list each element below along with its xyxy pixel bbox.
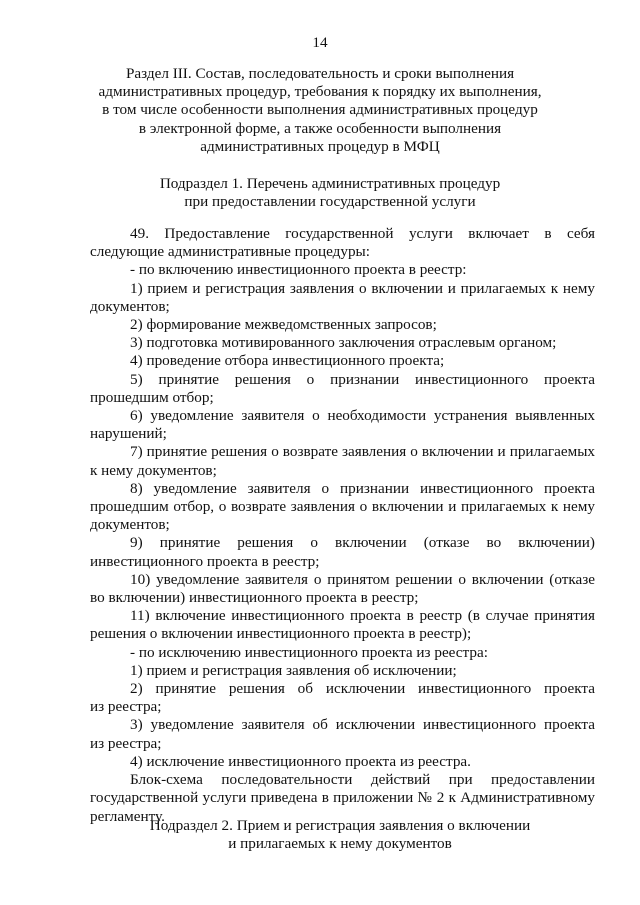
paragraph-line: следующие административные процедуры:	[90, 243, 370, 261]
list-item	[90, 753, 595, 771]
paragraph-line: регламенту.	[90, 807, 165, 825]
exclusion-header	[90, 644, 595, 662]
list-item	[90, 480, 595, 535]
subsection2-heading	[40, 817, 640, 853]
list-item	[90, 316, 595, 334]
list-item	[90, 716, 595, 752]
section-heading-line: в электронной форме, а также особенности выполнения	[138, 119, 502, 137]
paragraph-line: 11) включение инвестиционного проекта в реестр (в случае принятия	[130, 607, 595, 625]
list-item	[90, 334, 595, 352]
paragraph-line: документов;	[90, 297, 170, 315]
paragraph-line: 3) подготовка мотивированного заключения отраслевым органом;	[130, 334, 557, 352]
paragraph-line: 4) проведение отбора инвестиционного проекта;	[130, 352, 445, 370]
paragraph-line: 1) прием и регистрация заявления о включении и прилагаемых к нему	[130, 279, 595, 297]
paragraph-line: 2) формирование межведомственных запросов;	[130, 316, 437, 334]
paragraph-49	[90, 225, 595, 261]
paragraph-line: 9) принятие решения о включении (отказе во включении)	[130, 534, 595, 552]
list-item	[90, 352, 595, 370]
paragraph-line: - по включению инвестиционного проекта в реестр:	[130, 261, 467, 279]
paragraph-line: к нему документов;	[90, 461, 217, 479]
paragraph-line: прошедшим отбор;	[90, 388, 214, 406]
list-item	[90, 534, 595, 570]
list-item	[90, 280, 595, 316]
subsection-heading-line: при предоставлении государственной услуги	[184, 193, 476, 211]
paragraph-line: прошедшим отбор, о возврате заявления о включении и прилагаемых к нему	[90, 498, 595, 516]
paragraph-line: 10) уведомление заявителя о принятом решении о включении (отказе	[130, 570, 595, 588]
paragraph-line: - по исключению инвестиционного проекта из реестра:	[130, 643, 488, 661]
paragraph-line: 49. Предоставление государственной услуги включает в себя	[130, 225, 595, 242]
paragraph-line: решения о включении инвестиционного проекта в реестр);	[90, 625, 472, 643]
section-heading-line: в том числе особенности выполнения административных процедур	[102, 101, 538, 119]
paragraph-line: 6) уведомление заявителя о необходимости устранения выявленных	[130, 407, 595, 425]
list-item	[90, 443, 595, 479]
list-item	[90, 662, 595, 680]
paragraph-line: во включении) инвестиционного проекта в реестр;	[90, 589, 419, 607]
page-number: 14	[312, 34, 328, 51]
paragraph-line: государственной услуги приведена в приложении № 2 к Административному	[90, 789, 595, 807]
subsection-heading-line: Подраздел 2. Прием и регистрация заявления о включении	[149, 817, 531, 834]
subsection1-heading	[30, 175, 630, 211]
list-item	[90, 571, 595, 607]
paragraph-line: из реестра;	[90, 734, 162, 752]
list-item	[90, 371, 595, 407]
body-text	[90, 225, 595, 826]
paragraph-line: документов;	[90, 516, 170, 534]
paragraph-line: 8) уведомление заявителя о признании инвестиционного проекта	[130, 479, 595, 497]
inclusion-header	[90, 261, 595, 279]
paragraph-line: 7) принятие решения о возврате заявления о включении и прилагаемых	[130, 443, 595, 461]
paragraph-line: Блок-схема последовательности действий при предоставлении	[130, 771, 595, 789]
paragraph-line: 4) исключение инвестиционного проекта из реестра.	[130, 752, 471, 770]
paragraph-line: 2) принятие решения об исключении инвестиционного проекта	[130, 680, 595, 698]
section-heading-line: Раздел III. Состав, последовательность и сроки выполнения	[125, 65, 515, 82]
section-heading-line: административных процедур, требования к порядку их выполнения,	[98, 83, 542, 101]
paragraph-line: 3) уведомление заявителя об исключении инвестиционного проекта	[130, 716, 595, 734]
paragraph-line: 1) прием и регистрация заявления об исключении;	[130, 661, 457, 679]
paragraph-line: инвестиционного проекта в реестр;	[90, 552, 320, 570]
section-heading-line: административных процедур в МФЦ	[200, 137, 440, 155]
subsection-heading-line: и прилагаемых к нему документов	[228, 835, 452, 853]
paragraph-line: 5) принятие решения о признании инвестиционного проекта	[130, 370, 595, 388]
list-item	[90, 607, 595, 643]
paragraph-line: нарушений;	[90, 425, 167, 443]
subsection-heading-line: Подраздел 1. Перечень административных процедур	[159, 175, 501, 192]
list-item	[90, 407, 595, 443]
list-item	[90, 680, 595, 716]
section-heading	[20, 65, 620, 156]
paragraph-line: из реестра;	[90, 698, 162, 716]
